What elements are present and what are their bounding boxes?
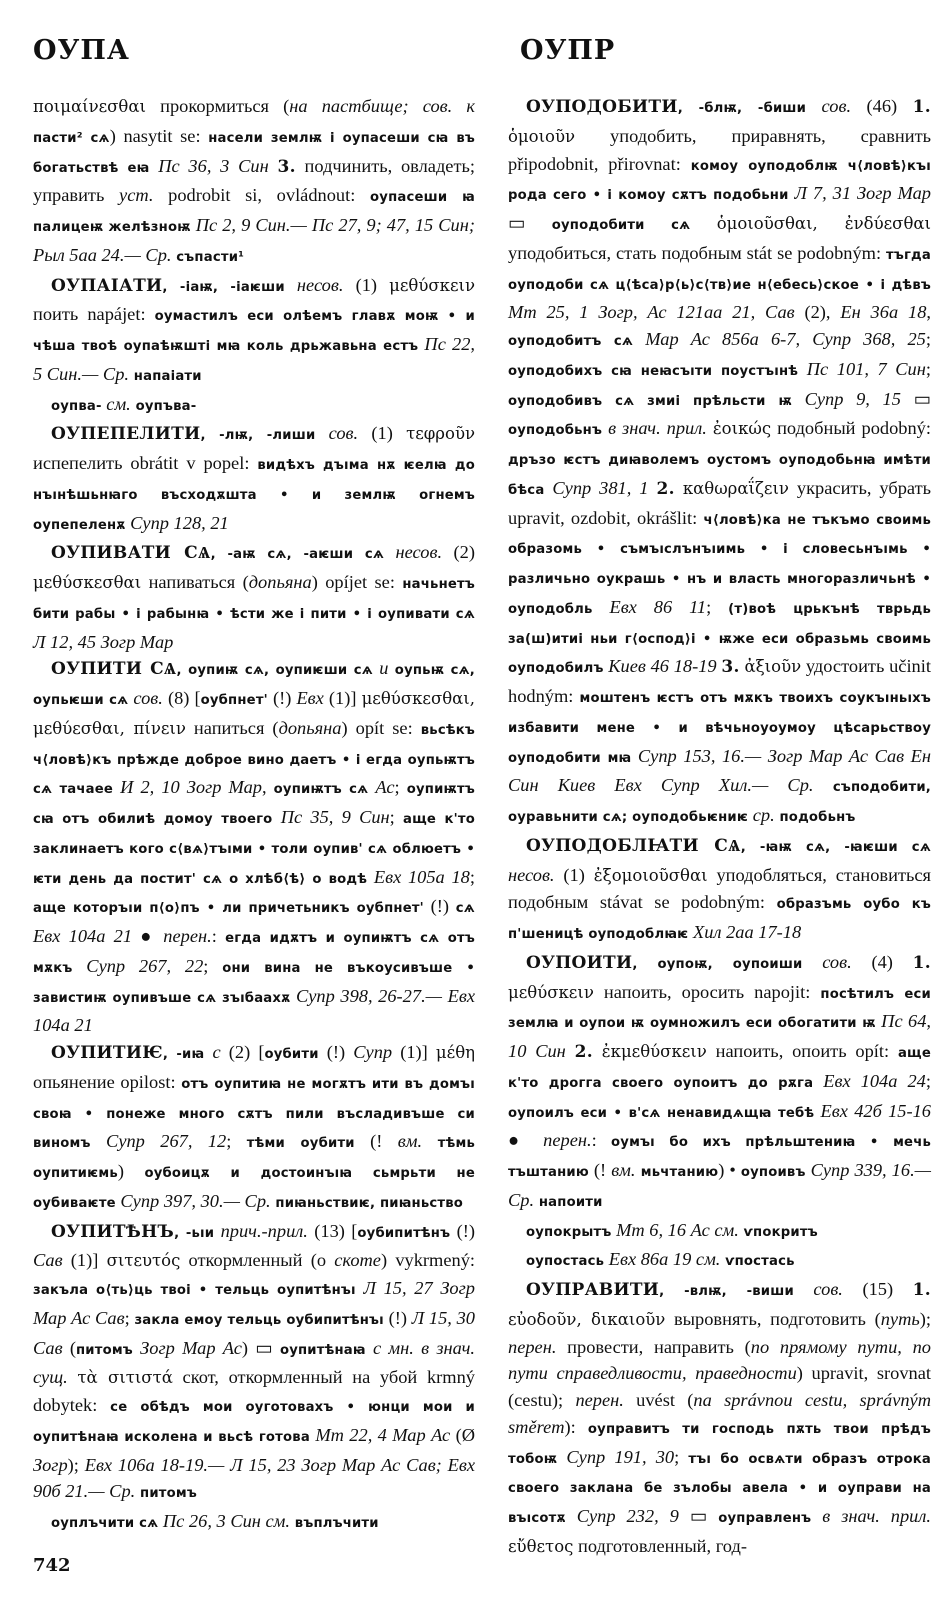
- reference-italic: Супр 267, 12: [90, 1131, 227, 1152]
- gloss-text: podrobit si, ovládnout:: [153, 185, 371, 206]
- gloss-text: напиваться (: [141, 572, 249, 592]
- gloss-text: (1)]: [392, 1042, 436, 1062]
- slavonic-text: оупоилъ еси • в'сѧ ненавидѧщꙗ тебѣ: [508, 1105, 815, 1121]
- gloss-text: ;: [925, 1070, 931, 1091]
- slavonic-text: , -иꙗ: [162, 1047, 205, 1062]
- reference-italic: на пастбище; сов. к: [289, 96, 475, 116]
- gloss-text: ●: [508, 1130, 544, 1151]
- slavonic-text: , -ꙗѭ сѧ, -ꙗѥши сѧ: [740, 839, 931, 855]
- slavonic-text: оумастилъ еси олѣемъ главѫ моѭ • и чѣша твоѣ оупаѣѭшті мꙗ коль дрьжавьна естъ: [33, 309, 475, 354]
- greek-text: εὐοδοῦν, δικαιοῦν: [508, 1309, 666, 1329]
- slavonic-text: оупоивъ: [740, 1165, 806, 1180]
- slavonic-text: питомъ: [135, 1486, 197, 1502]
- reference-italic: сов.: [806, 96, 852, 116]
- gloss-text: :: [211, 926, 226, 946]
- slavonic-text: , оупиѭ сѧ, оупиѥши сѧ: [176, 663, 373, 679]
- reference-italic: Л 7, 31 Зогр Мар: [788, 183, 932, 204]
- reference-italic: вм.: [611, 1160, 636, 1180]
- headword: ОУПОДОБЛꙖТИ СѦ: [526, 835, 741, 856]
- slavonic-text: оуподобихъ сꙗ неꙗсъıти поустъıнѣ: [508, 363, 799, 379]
- reference-italic: Евх: [296, 688, 324, 708]
- reference-italic: с мн. в знач. сущ.: [33, 1337, 475, 1388]
- reference-italic: путь: [880, 1308, 920, 1329]
- slavonic-text: аще которъıи п⟨о⟩пъ • ли причетьникъ оубпнет': [33, 901, 424, 917]
- gloss-text: ;: [674, 1446, 689, 1467]
- greek-text: ἐξομοιοῦσθαι: [593, 865, 708, 885]
- gloss-text: ▭: [678, 1506, 719, 1526]
- gloss-text: ●: [132, 926, 164, 946]
- greek-text: ἐοικώς: [712, 419, 772, 439]
- reference-italic: Супр 128, 21: [125, 512, 229, 533]
- gloss-text: ) opít se:: [341, 717, 421, 738]
- gloss-text: ;: [203, 955, 223, 976]
- slavonic-text: оуподобьнъ: [508, 423, 603, 439]
- dictionary-entry: [508, 949, 931, 1217]
- reference-italic: Мт 6, 16 Ас см.: [611, 1219, 739, 1240]
- gloss-text: ) •: [718, 1160, 741, 1180]
- slavonic-text: оупъва-: [130, 398, 197, 414]
- reference-italic: Л 15, 27 Зогр Мар Ас Сав: [33, 1278, 475, 1328]
- gloss-text: скот, откормленный на убой krmný dobytek:: [33, 1367, 475, 1415]
- reference-italic: сов.: [802, 951, 852, 972]
- dictionary-entry: [508, 1276, 931, 1561]
- gloss-text: );: [919, 1308, 931, 1329]
- gloss-text: украсить, убрать upravit, ozdobit, okrášlit:: [508, 477, 932, 528]
- slavonic-text: оубипитѣнъ: [357, 1225, 451, 1241]
- reference-italic: прич.-прил.: [214, 1220, 308, 1241]
- slavonic-text: пасти² сѧ: [33, 130, 110, 146]
- reference-italic: Киев 46 18-19: [603, 656, 717, 677]
- gloss-text: (15): [842, 1279, 913, 1299]
- gloss-text: (!: [354, 1131, 398, 1152]
- gloss-text: ) vykrmený:: [380, 1250, 476, 1271]
- slavonic-text: оуплъчити сѧ: [51, 1516, 159, 1531]
- reference-italic: несов.: [384, 542, 443, 563]
- headword: 3.: [277, 156, 296, 177]
- gloss-text: (8) [: [162, 688, 201, 708]
- headword: ОУПИВАТИ СѦ: [51, 543, 211, 564]
- gloss-text: подготовленный, год-: [573, 1535, 747, 1556]
- reference-italic: по прямому пути, по пути справедливости, праведности: [508, 1336, 931, 1384]
- reference-italic: И 2, 10 Зогр Мар: [113, 777, 262, 798]
- slavonic-text: оуподобивъ сѧ змиі прѣльсти ѭ: [508, 393, 792, 409]
- gloss-text: (1): [343, 274, 390, 295]
- slavonic-text: оуправитъ ти господь пѫть твои прѣдъ тобоѭ: [508, 1421, 931, 1467]
- slavonic-text: , -ьıи: [174, 1225, 215, 1241]
- slavonic-text: видѣхъ дъıма нѫ ѥелꙗ до нъıнѣшьнꙗго въсходѫшта • и землѭ огнемъ оупепеленѫ: [33, 458, 475, 533]
- reference-italic: допьяна: [248, 572, 312, 592]
- reference-italic: Пс 26, 3 Син см.: [158, 1511, 290, 1531]
- reference-italic: Евх 86а 19 см.: [604, 1249, 721, 1270]
- gloss-text: (!): [450, 1220, 475, 1241]
- gloss-text: (2): [442, 542, 475, 563]
- slavonic-text: мьчтанию: [635, 1165, 719, 1180]
- left-column-wrap: [33, 34, 475, 1578]
- gloss-text: уподобить, приравнять, сравнить připodobnit, přirovnat:: [508, 125, 931, 174]
- reference-italic: сов.: [315, 423, 359, 444]
- slavonic-text: оупокрытъ: [526, 1224, 612, 1240]
- reference-italic: Супр 232, 9: [565, 1506, 679, 1526]
- gloss-text: подчинить, овладеть; управить: [33, 155, 475, 206]
- gloss-text: ;: [469, 866, 475, 887]
- slavonic-text: питомъ: [75, 1342, 133, 1358]
- reference-italic: Евх 86 11: [592, 596, 707, 617]
- greek-text: μεθύσκεσθαι: [33, 573, 142, 592]
- headword: ОУПИТИѤ: [51, 1043, 163, 1063]
- slavonic-text: оупиѭтъ сѧ: [273, 782, 369, 798]
- gloss-text: ;: [925, 329, 931, 349]
- gloss-text: ,: [261, 777, 274, 798]
- left-column: [33, 93, 475, 1538]
- right-column-wrap: [508, 34, 931, 1561]
- gloss-text: ) nasytit se:: [109, 125, 209, 146]
- slavonic-text: съпасти¹: [171, 249, 245, 265]
- gloss-text: (!: [588, 1160, 612, 1180]
- reference-italic: Евх 105а 18: [367, 866, 470, 887]
- gloss-text: [566, 1041, 575, 1061]
- reference-italic: Мт 22, 4 Мар Ас: [309, 1424, 451, 1445]
- slavonic-text: отъ оупитиꙗ не могѫтъ ити въ домъı своꙗ • понеже много сѫтъ пили въсладивъше си виномъ: [33, 1076, 475, 1152]
- reference-italic: Супр 398, 26-27.— Евх 104а 21: [33, 985, 475, 1036]
- greek-text: τὰ σιτιστά: [77, 1368, 173, 1388]
- gloss-text: (1): [554, 864, 594, 885]
- gloss-text: [675, 478, 683, 498]
- slavonic-text: оупиѭтъ сꙗ отъ обилиѣ домоу твоего: [33, 782, 475, 827]
- slavonic-text: оупва-: [51, 398, 102, 414]
- slavonic-text: тѣмь оупитиѥмь: [33, 1136, 475, 1181]
- slavonic-text: подобьнъ: [774, 810, 856, 825]
- slavonic-text: , -аѭ сѧ, -аѥши сѧ: [210, 547, 385, 563]
- reference-italic: Супр 381, 1: [544, 477, 649, 498]
- slavonic-text: аще к'то дрогга своего оупоитъ до рѫга: [508, 1046, 931, 1091]
- dictionary-entry: [33, 272, 475, 391]
- gloss-text: уподобиться, стать подобным stát se podobným:: [508, 242, 886, 263]
- greek-text: εὔθετος: [508, 1536, 574, 1556]
- gloss-text: [690, 213, 716, 233]
- gloss-text: ;: [226, 1131, 247, 1152]
- gloss-text: (46): [851, 96, 913, 116]
- reference-italic: сов.: [128, 688, 163, 708]
- gloss-text: (2) [: [220, 1042, 265, 1062]
- dictionary-entry: [508, 93, 931, 832]
- slavonic-text: тъı бо освѧти образъ отрока своего заклана бе зълобы авела • и оуправи на въıсотѫ: [508, 1451, 931, 1526]
- gloss-text: (1)]: [62, 1250, 107, 1271]
- greek-text: ἀξιοῦν: [744, 657, 802, 677]
- greek-text: μεθύσκειν: [508, 982, 594, 1002]
- gloss-text: уподобляться, становиться подобным stávat se podobným:: [508, 864, 931, 913]
- greek-text: μέθη: [435, 1043, 476, 1062]
- headword: ОУПОИТИ: [526, 952, 633, 973]
- reference-italic: в знач. прил.: [811, 1506, 931, 1526]
- gloss-text: ) ▭: [241, 1337, 280, 1358]
- slavonic-text: се обѣдъ мои оуготовахъ • юнци мои и оупитѣнаꙗ исколена и вьсѣ готова: [33, 1400, 475, 1445]
- slavonic-text: оуправленъ: [718, 1511, 812, 1526]
- reference-italic: вм.: [397, 1131, 423, 1152]
- running-header-right: ОУПР: [520, 35, 616, 66]
- reference-italic: несов.: [508, 864, 555, 885]
- reference-italic: Мар Ас 856а 6-7, Супр 368, 25: [633, 329, 926, 349]
- greek-text: καθωραΐζειν: [682, 478, 789, 498]
- reference-italic: Пс 2, 9 Син.— Пс 27, 9; 47, 15 Син; Рыл 5аа 24.— Ср.: [33, 215, 475, 265]
- gloss-text: ):: [564, 1416, 588, 1437]
- gloss-text: [68, 1367, 78, 1387]
- greek-text: μεθύσκειν: [389, 275, 476, 295]
- reference-italic: перен.: [575, 1390, 624, 1410]
- slavonic-text: оупостась: [526, 1254, 605, 1270]
- gloss-text: (Ø: [450, 1424, 475, 1445]
- slavonic-text: , оупоѭ, оупоиши: [632, 956, 803, 972]
- headword: 1.: [912, 97, 932, 117]
- gloss-text: ;: [389, 807, 404, 827]
- slavonic-text: ѵпокритъ: [738, 1224, 818, 1240]
- reference-italic: Мт 25, 1 Зогр, Ас 121аа 21, Сав: [508, 302, 795, 323]
- reference-italic: Супр 267, 22: [72, 955, 204, 976]
- gloss-text: испепелить obrátit v popel:: [33, 453, 258, 473]
- page-number: 742: [33, 1554, 71, 1576]
- gloss-text: (1)]: [323, 688, 362, 708]
- reference-italic: Ас: [368, 777, 395, 798]
- gloss-text: ;: [394, 777, 407, 798]
- reference-italic: Супр: [353, 1042, 393, 1062]
- slavonic-text: , -влѭ, -виши: [659, 1284, 794, 1299]
- reference-italic: сов.: [793, 1279, 843, 1299]
- reference-italic: Супр 397, 30.— Ср.: [115, 1190, 271, 1211]
- slavonic-text: оумъı бо ихъ прѣльштениꙗ • мечь тъштанию: [508, 1135, 931, 1180]
- gloss-text: );: [67, 1454, 85, 1475]
- slavonic-text: оубити: [264, 1047, 319, 1062]
- greek-text: σιτευτός: [106, 1251, 181, 1271]
- gloss-text: ▭: [508, 213, 552, 233]
- gloss-text: ;: [124, 1307, 135, 1328]
- dictionary-entry: [508, 1246, 931, 1276]
- slavonic-text: , -іаѭ, -іаѥши: [162, 279, 285, 295]
- slavonic-text: оубоицѫ и достоинъıꙗ сьмрьти не оубиваѥте: [33, 1166, 475, 1211]
- slavonic-text: комоу оуподоблѭ ч⟨ловѣ⟩къı рода сего • і комоу сѫтъ подобьни: [508, 158, 932, 204]
- dictionary-entry: [33, 1039, 475, 1218]
- reference-italic: с: [204, 1042, 221, 1062]
- reference-italic: несов.: [284, 274, 344, 295]
- gloss-text: (: [62, 1337, 76, 1358]
- reference-italic: уст.: [119, 185, 154, 206]
- reference-italic: перен.: [543, 1130, 592, 1151]
- slavonic-text: оупасеши ꙗ палицеѭ желѣзноѭ: [33, 190, 475, 235]
- gloss-text: (!): [318, 1042, 354, 1062]
- slavonic-text: закъла о⟨ть⟩ць твоі • тельць оупитѣнъı: [33, 1283, 356, 1298]
- reference-italic: перен.: [163, 926, 212, 946]
- dictionary-entry: [508, 832, 931, 949]
- slavonic-text: ч⟨ловѣ⟩ка не тъкъмо своимь образомь • съмъıслънъıимь • і словесьнъıмь • различьно оукрашь • нъ и власть многоразличьнѣ • оуподобль: [508, 512, 932, 617]
- greek-text: μεθύσκεσθαι, μεθύεσθαι, πίνειν: [33, 689, 475, 738]
- slavonic-text: оуподобити сѧ: [551, 218, 691, 233]
- slavonic-text: егда идѫтъ и оупиѭтъ сѧ отъ мѫкъ: [33, 931, 475, 976]
- reference-italic: Евх 42б 15-16: [814, 1100, 931, 1121]
- gloss-text: напоить, оросить napojit:: [593, 981, 821, 1002]
- slavonic-text: сѧ: [455, 901, 475, 917]
- greek-text: ποιμαίνεσθαι: [33, 97, 146, 116]
- slavonic-text: напоити: [534, 1194, 603, 1210]
- headword: 2.: [656, 478, 675, 499]
- slavonic-text: посѣтилъ еси землꙗ и оупои ѭ оумножилъ еси обогатити ѭ: [508, 986, 931, 1032]
- reference-italic: в знач. прил.: [602, 418, 707, 439]
- headword: ОУПИТИ СѦ: [51, 659, 177, 680]
- gloss-text: (4): [851, 951, 913, 972]
- gloss-text: ;: [706, 596, 729, 617]
- dictionary-entry: [33, 93, 475, 272]
- slavonic-text: , -блѭ, -биши: [677, 101, 807, 116]
- slavonic-text: закла емоу тельць оубипитѣнъı: [134, 1312, 384, 1328]
- slavonic-text: образъмь оубо къ п'шеницѣ оуподоблꙗѥ: [508, 897, 932, 942]
- gloss-text: (1): [358, 423, 407, 444]
- gloss-text: ,: [926, 302, 931, 323]
- reference-italic: перен.: [508, 1336, 557, 1357]
- greek-text: ὁμοιοῦσθαι, ἐνδύεσθαι: [716, 214, 931, 233]
- gloss-text: напоить, опоить opít:: [706, 1041, 898, 1061]
- reference-italic: Л 15, 30 Сав: [33, 1307, 475, 1358]
- slavonic-text: ѵпостась: [720, 1254, 795, 1270]
- reference-italic: Л 12, 45 Зогр Мар: [33, 631, 174, 652]
- slavonic-text: насели землѭ і оупасеши сꙗ въ богатьствѣ еꙗ: [33, 130, 475, 176]
- reference-italic: Супр 339, 16.— Ср.: [508, 1160, 932, 1210]
- reference-italic: см.: [101, 393, 131, 414]
- greek-text: τεφροῦν: [406, 424, 476, 444]
- headword: 2.: [574, 1042, 593, 1062]
- gloss-text: напиться (: [185, 717, 279, 738]
- gloss-text: подобный podobný:: [771, 418, 931, 439]
- slavonic-text: дръзо ѥстъ диꙗволемъ оустомъ оуподобьнꙗ имѣти бѣса: [508, 453, 931, 498]
- gloss-text: :: [591, 1130, 612, 1151]
- headword: ОУПОДОБИТИ: [526, 97, 678, 117]
- gloss-text: удостоить učinit hodným:: [508, 656, 931, 706]
- gloss-text: (2),: [794, 302, 841, 323]
- gloss-text: [593, 1041, 602, 1061]
- gloss-text: провести, направить (: [556, 1336, 751, 1357]
- reference-italic: Пс 101, 7 Син: [798, 358, 926, 379]
- slavonic-text: оуподобитъ сѧ: [508, 334, 634, 349]
- reference-italic: Евх 104а 21: [33, 926, 133, 946]
- running-header-left: ОУПА: [33, 35, 130, 66]
- dictionary-entry: [33, 1218, 475, 1509]
- slavonic-text: оупьѭ сѧ, оупьѥши сѧ: [33, 663, 476, 708]
- gloss-text: ;: [925, 358, 931, 379]
- gloss-text: поить napájet:: [33, 304, 155, 325]
- dictionary-entry: [33, 420, 475, 539]
- gloss-text: (!): [383, 1307, 412, 1328]
- headword: ОУПЕПЕЛИТИ: [51, 424, 201, 445]
- reference-italic: Супр 153, 16.— Зогр Мар Ас Сав Ен Син Киев Евх Супр Хил.— Ср.: [508, 745, 932, 796]
- slavonic-text: они вина не въкоусивъше • завистиѭ оупивъше сѧ зъıбаахѫ: [33, 960, 476, 1006]
- slavonic-text: пиꙗньствиѥ, пиꙗньство: [270, 1195, 464, 1211]
- reference-italic: Пс 36, 3 Син: [149, 155, 269, 176]
- slavonic-text: вьсѣкъ ч⟨ловѣ⟩къ прѣжде доброе вино даетъ • і егда оупьѭтъ сѧ тачаее: [33, 722, 475, 798]
- headword: 3.: [721, 657, 740, 678]
- reference-italic: Пс 22, 5 Син.— Ср.: [33, 334, 475, 384]
- reference-italic: na správnou cestu, správným směrem: [508, 1390, 932, 1437]
- gloss-text: (!): [423, 896, 456, 917]
- slavonic-text: съподобити, оуравьнити сѧ; оуподобьѥниѥ: [508, 780, 931, 825]
- slavonic-text: оупитѣнаꙗ: [279, 1342, 366, 1358]
- reference-italic: допьяна: [278, 717, 342, 738]
- right-column: [508, 93, 931, 1561]
- slavonic-text: въплъчити: [290, 1516, 379, 1531]
- gloss-text: прокормиться (: [145, 96, 290, 116]
- reference-italic: Евх 106а 18-19.— Л 15, 23 Зогр Мар Ас Сав; Евх 90б 21.— Ср.: [33, 1454, 475, 1502]
- reference-italic: Зогр: [33, 1454, 68, 1475]
- reference-italic: Супр 9, 15: [791, 388, 901, 409]
- slavonic-text: моштенъ ѥстъ отъ мѫкъ твоихъ соукъıньıхъ избавити мене • и вѣчьноуоумоу цѣсарьствоу оуподобити мꙗ: [508, 691, 932, 766]
- dictionary-entry: [33, 391, 475, 421]
- dictionary-entry: [508, 1217, 931, 1247]
- gloss-text: (!): [267, 688, 297, 708]
- headword: ОУПИТѢНЪ: [51, 1221, 175, 1242]
- greek-text: ἐκμεθύσκειν: [601, 1042, 707, 1061]
- gloss-text: ▭: [900, 388, 931, 409]
- slavonic-text: тъгда оуподоби сѧ ц⟨ѣса⟩р⟨ь⟩с⟨тв⟩ие н⟨ебесь⟩ское • і дѣвъ: [508, 247, 931, 293]
- dictionary-entry: [33, 539, 475, 655]
- slavonic-text: напаіати: [129, 368, 202, 384]
- gloss-text: откормленный (о: [180, 1250, 335, 1271]
- reference-italic: Хил 2аа 17-18: [688, 922, 802, 942]
- gloss-text: uvést (: [623, 1390, 694, 1410]
- slavonic-text: (т)воѣ црькънѣ тврьдь за(ш)итиі ньи г⟨оспод⟩і • ѭже еси образьмь своимь оуподобилъ: [508, 601, 931, 677]
- reference-italic: и: [372, 658, 389, 679]
- greek-text: ὁμοιοῦν: [508, 126, 576, 146]
- gloss-text: выровнять, подготовить (: [665, 1308, 881, 1329]
- reference-italic: скоте: [334, 1250, 381, 1271]
- headword: ОУПРАВИТИ: [526, 1280, 660, 1300]
- dictionary-entry: [33, 1508, 475, 1538]
- reference-italic: Сав: [33, 1250, 63, 1271]
- gloss-text: (13) [: [307, 1220, 358, 1241]
- reference-italic: Евх 104а 24: [813, 1070, 926, 1091]
- headword: 1.: [912, 1280, 931, 1300]
- gloss-text: ): [117, 1161, 145, 1181]
- gloss-text: опьянение opilost:: [33, 1071, 182, 1092]
- dictionary-entry: [33, 655, 475, 1039]
- slavonic-text: аще к'то заклинаетъ кого с⟨вѧ⟩тъıми • толи оупив' сѧ облюетъ • ѥти день да постит' сѧ о хлѣб⟨ѣ⟩ о водѣ: [33, 812, 475, 887]
- reference-italic: Пс 64, 10 Син: [508, 1011, 931, 1061]
- gloss-text: ) upravit, srovnat (cestu);: [508, 1363, 931, 1410]
- reference-italic: ср.: [748, 805, 775, 825]
- slavonic-text: тѣми оубити: [246, 1136, 355, 1152]
- reference-italic: Пс 35, 9 Син: [272, 807, 390, 827]
- slavonic-text: начьнетъ бити рабы • і рабынꙗ • ѣсти же і пити • і оупивати сѧ: [33, 577, 475, 622]
- headword: 1.: [912, 952, 932, 973]
- slavonic-text: оубпнет': [200, 693, 268, 708]
- reference-italic: Зогр Мар Ас: [132, 1337, 242, 1358]
- slavonic-text: , -лѭ, -лиши: [200, 428, 316, 444]
- reference-italic: Ен 36а 18: [840, 302, 927, 323]
- headword: ОУПАІАТИ: [51, 275, 163, 296]
- gloss-text: ) opíjet se:: [311, 572, 403, 592]
- reference-italic: Супр 191, 30: [557, 1446, 675, 1467]
